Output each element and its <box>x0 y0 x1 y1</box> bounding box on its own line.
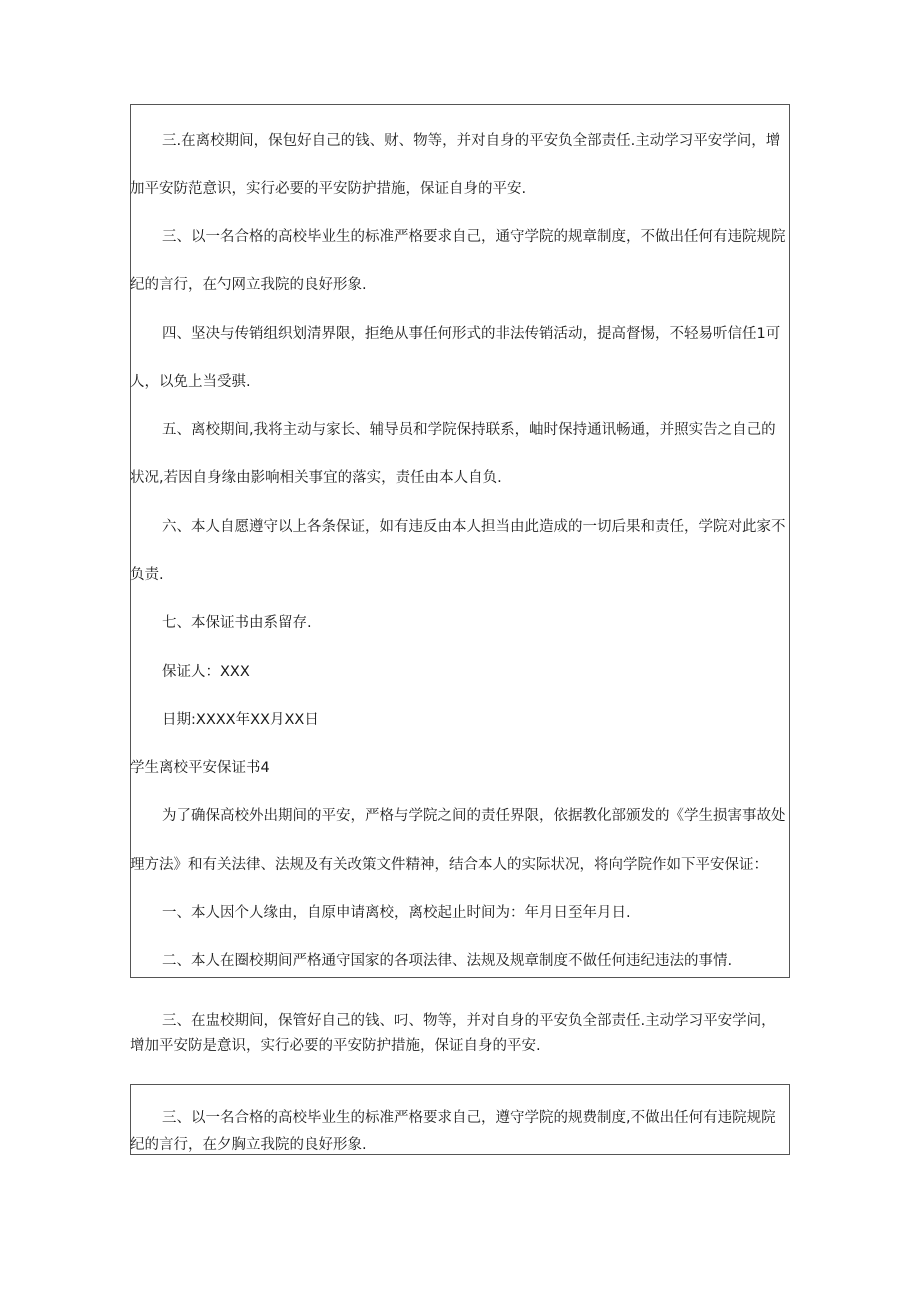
paragraph-line: 七、本保证书由系留存. <box>162 615 312 631</box>
paragraph-line: 理方法》和有关法律、法规及有关改策文件精神，结合本人的实际状况，将向学院作如下平安保证： <box>130 857 768 873</box>
paragraph-line: 二、本人在圈校期间严格通守国家的各项法律、法规及规章制度不做任何违纪违法的事情. <box>162 953 733 969</box>
date-line: 日期:XXXX年XX月XX日 <box>162 712 319 728</box>
paragraph-line: 六、本人自愿遵守以上各条保证，如有违反由本人担当由此造成的一切后果和责任，学院对此家不 <box>162 519 786 535</box>
paragraph-line: 纪的言行，在勺网立我院的良好形象. <box>130 277 367 293</box>
paragraph-line: 加平安防范意识，实行必要的平安防护措施，保证自身的平安. <box>130 181 527 197</box>
paragraph-line: 纪的言行，在夕胸立我院的良好形象. <box>130 1137 367 1153</box>
paragraph-line: 三、以一名合格的高校毕业生的标准严格要求自己，遵守学院的规费制度,不做出任何有违院规院 <box>162 1110 776 1126</box>
paragraph-line: 人，以免上当受骐. <box>130 374 251 390</box>
paragraph-line: 三、以一名合格的高校毕业生的标准严格要求自己，通守学院的规章制度，不做出任何有违院规院 <box>162 229 786 245</box>
paragraph-line: 负责. <box>130 567 164 583</box>
paragraph-line: 三、在盅校期间，保管好自己的钱、叼、物等，并对自身的平安负全部责任.主动学习平安学问， <box>162 1013 776 1029</box>
paragraph-line: 状况,若因自身缘由影响相关事宜的落实，责任由本人自负. <box>130 470 502 486</box>
paragraph-line: 三.在离校期间，保包好自己的钱、财、物等，并对自身的平安负全部责任.主动学习平安学问，增 <box>162 133 781 149</box>
paragraph-line: 一、本人因个人缘由，自原申请离校，离校起止时间为：年月日至年月日. <box>162 905 631 921</box>
paragraph-line: 四、坚决与传销组织划清界限，拒绝从事任何形式的非法传销活动，提高督惕，不轻易听信任1可 <box>162 326 781 342</box>
paragraph-line: 为了确保高校外出期间的平安，严格与学院之间的责任界限，依据教化部颁发的《学生损害事故处 <box>162 808 786 824</box>
section-title: 学生离校平安保证书4 <box>130 760 270 776</box>
guarantor-line: 保证人：XXX <box>162 664 250 680</box>
paragraph-line: 增加平安防是意识，实行必要的平安防护措施，保证自身的平安. <box>130 1038 541 1054</box>
paragraph-line: 五、离校期间,我将主动与家长、辅导员和学院保持联系，岫时保持通讯畅通，并照实告之自己的 <box>162 422 776 438</box>
